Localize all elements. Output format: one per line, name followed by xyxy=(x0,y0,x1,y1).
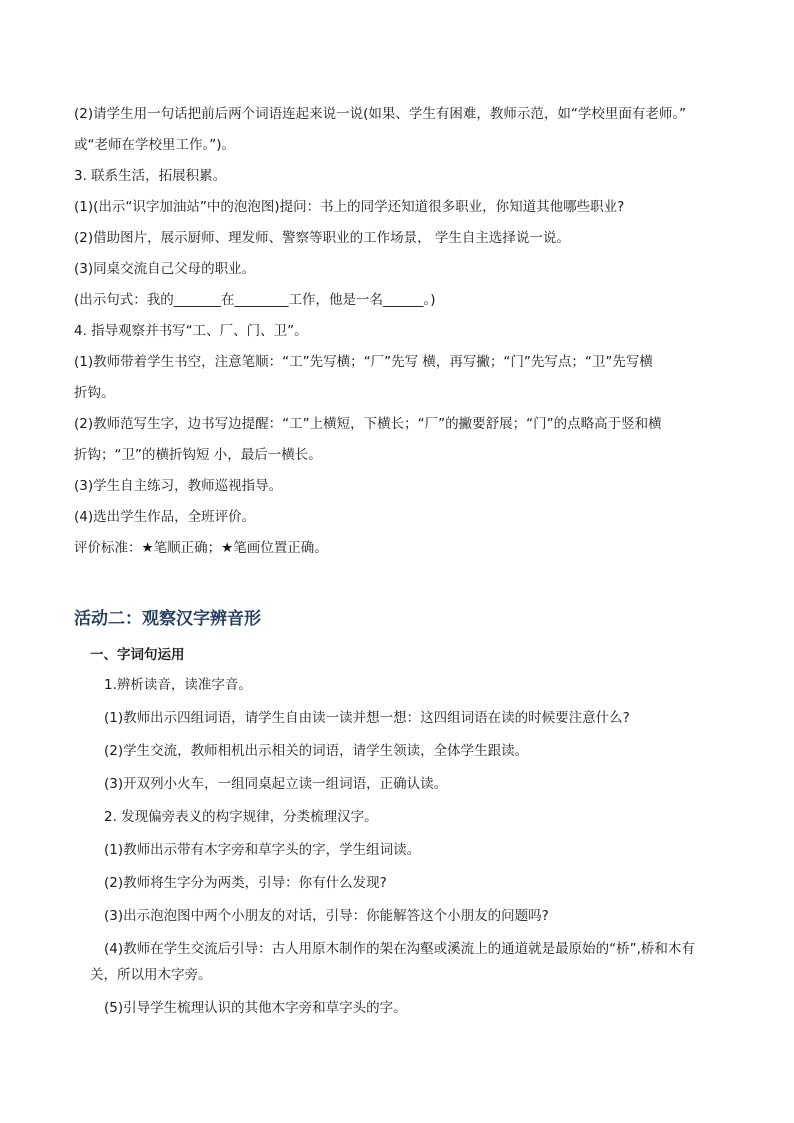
paragraph-line: (3)出示泡泡图中两个小朋友的对话，引导：你能解答这个小朋友的问题吗? xyxy=(104,908,549,924)
paragraph-line: 折钩。 xyxy=(74,385,115,401)
activity-title: 活动二：观察汉字辨音形 xyxy=(74,609,261,629)
paragraph-line: (4)选出学生作品，全班评价。 xyxy=(74,509,256,525)
paragraph-line: (2)学生交流，教师相机出示相关的词语，请学生领读，全体学生跟读。 xyxy=(104,743,529,759)
paragraph-line: (3)学生自主练习，教师巡视指导。 xyxy=(74,478,283,494)
paragraph-line: (1)(出示“识字加油站”中的泡泡图)提问：书上的同学还知道很多职业，你知道其他哪些职业? xyxy=(74,199,625,215)
paragraph-line: (2)教师将生字分为两类，引导：你有什么发现? xyxy=(104,875,387,891)
paragraph-line: (1)教师出示带有木字旁和草字头的字，学生组词读。 xyxy=(104,842,421,858)
sentence-pattern: (出示句式：我的_______在________工作，他是一名______。) xyxy=(74,292,436,308)
step-heading: 1.辨析读音，读准字音。 xyxy=(104,677,252,693)
evaluation-criteria: 评价标准：★笔顺正确；★笔画位置正确。 xyxy=(74,540,328,556)
paragraph-line: 折钩；“卫”的横折钩短 小，最后一横长。 xyxy=(74,447,322,463)
paragraph-line: (3)开双列小火车，一组同桌起立读一组词语，正确认读。 xyxy=(104,776,448,792)
step-heading: 2. 发现偏旁表义的构字规律，分类梳理汉字。 xyxy=(104,809,378,825)
paragraph-line: 或“老师在学校里工作。”)。 xyxy=(74,137,236,153)
paragraph-line: (1)教师带着学生书空，注意笔顺：“工”先写横；“厂”先写 横，再写撇；“门”先写点；“卫”先写横 xyxy=(74,354,653,370)
paragraph-line: (2)教师范写生字，边书写边提醒：“工”上横短，下横长；“厂”的撇要舒展；“门”的点略高于竖和横 xyxy=(74,416,662,432)
step-heading: 3. 联系生活，拓展积累。 xyxy=(74,168,227,184)
paragraph-line: (5)引导学生梳理认识的其他木字旁和草字头的字。 xyxy=(104,1000,407,1016)
paragraph-line: (2)请学生用一句话把前后两个词语连起来说一说(如果、学生有困难，教师示范，如“学校里面有老师。” xyxy=(74,106,687,122)
paragraph-line: (1)教师出示四组词语，请学生自由读一读并想一想：这四组词语在读的时候要注意什么? xyxy=(104,710,630,726)
paragraph-line: (4)教师在学生交流后引导：古人用原木制作的架在沟壑或溪流上的通道就是最原始的“桥”,桥和木有 xyxy=(104,941,695,957)
section-subtitle: 一、字词句运用 xyxy=(90,647,185,663)
step-heading: 4. 指导观察并书写“工、厂、门、卫”。 xyxy=(74,323,308,339)
paragraph-line: (3)同桌交流自己父母的职业。 xyxy=(74,261,256,277)
paragraph-line: 关，所以用木字旁。 xyxy=(90,967,212,983)
paragraph-line: (2)借助图片，展示厨师、理发师、警察等职业的工作场景， 学生自主选择说一说。 xyxy=(74,230,570,246)
